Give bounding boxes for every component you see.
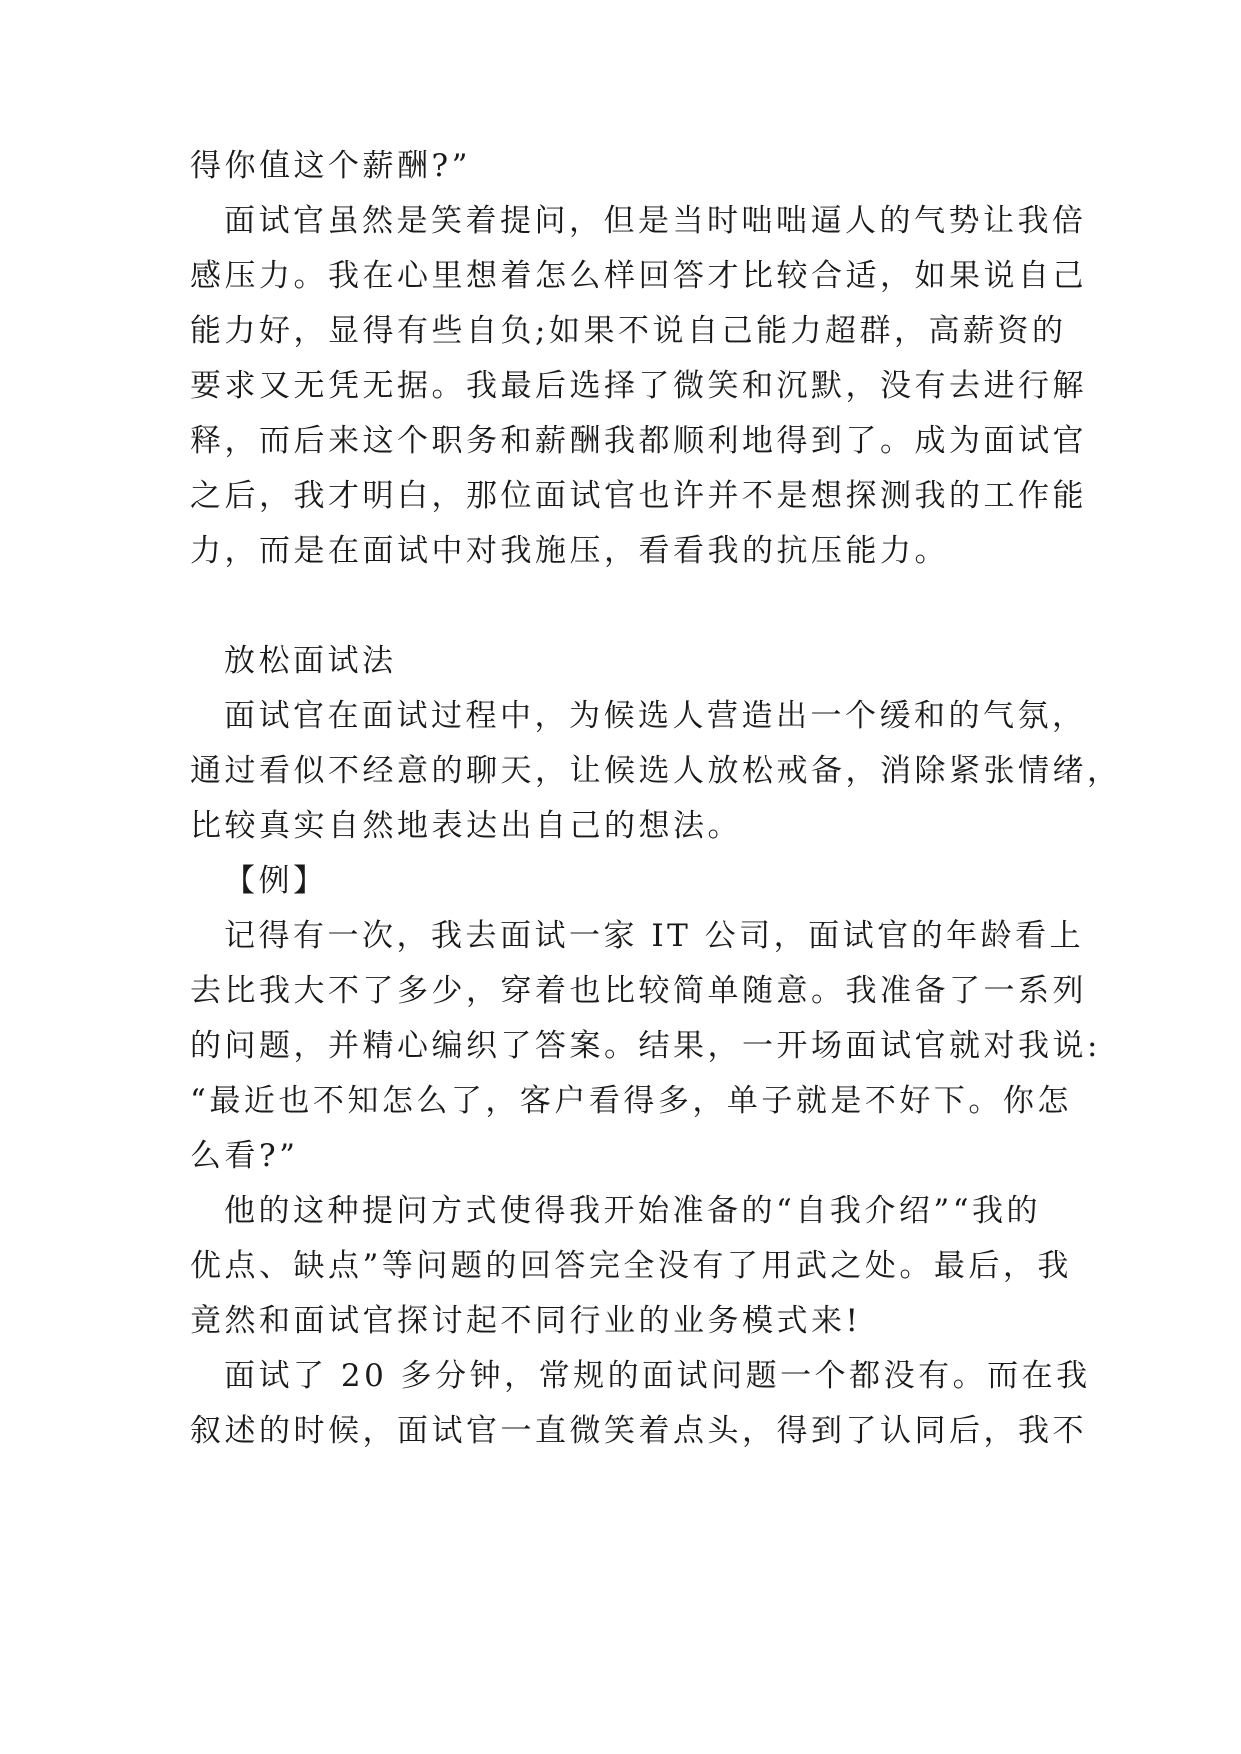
example-label: 【例】: [224, 863, 328, 899]
text-line: 得你值这个薪酬?”: [190, 148, 471, 184]
text-line: 的问题，并精心编织了答案。结果，一开场面试官就对我说:: [190, 1028, 1101, 1064]
text-line: 优点、缺点”等问题的回答完全没有了用武之处。最后，我: [190, 1248, 1072, 1284]
text-line: 之后，我才明白，那位面试官也许并不是想探测我的工作能: [190, 478, 1087, 514]
text-line: 感压力。我在心里想着怎么样回答才比较合适，如果说自己: [190, 258, 1087, 294]
paragraph-first-line: 面试官虽然是笑着提问，但是当时咄咄逼人的气势让我倍: [224, 203, 1087, 239]
text-line: “最近也不知怎么了，客户看得多，单子就是不好下。你怎: [190, 1083, 1072, 1119]
paragraph-first-line: 记得有一次，我去面试一家 IT 公司，面试官的年龄看上: [224, 918, 1085, 954]
text-line: 比较真实自然地表达出自己的想法。: [190, 808, 742, 844]
paragraph-first-line: 面试了 20 多分钟，常规的面试问题一个都没有。而在我: [224, 1358, 1091, 1394]
text-line: 么看?”: [190, 1138, 299, 1174]
paragraph-first-line: 面试官在面试过程中，为候选人营造出一个缓和的气氛，: [224, 698, 1087, 734]
text-line: 竟然和面试官探讨起不同行业的业务模式来!: [190, 1303, 862, 1339]
text-line: 力，而是在面试中对我施压，看看我的抗压能力。: [190, 533, 949, 569]
text-line: 去比我大不了多少，穿着也比较简单随意。我准备了一系列: [190, 973, 1087, 1009]
section-heading: 放松面试法: [224, 643, 397, 679]
paragraph-first-line: 他的这种提问方式使得我开始准备的“自我介绍”“我的: [224, 1193, 1042, 1229]
text-line: 通过看似不经意的聊天，让候选人放松戒备，消除紧张情绪，: [190, 753, 1122, 789]
text-line: 叙述的时候，面试官一直微笑着点头，得到了认同后，我不: [190, 1413, 1087, 1449]
text-line: 能力好，显得有些自负;如果不说自己能力超群，高薪资的: [190, 313, 1067, 349]
text-line: 要求又无凭无据。我最后选择了微笑和沉默，没有去进行解: [190, 368, 1087, 404]
text-line: 释，而后来这个职务和薪酬我都顺利地得到了。成为面试官: [190, 423, 1087, 459]
